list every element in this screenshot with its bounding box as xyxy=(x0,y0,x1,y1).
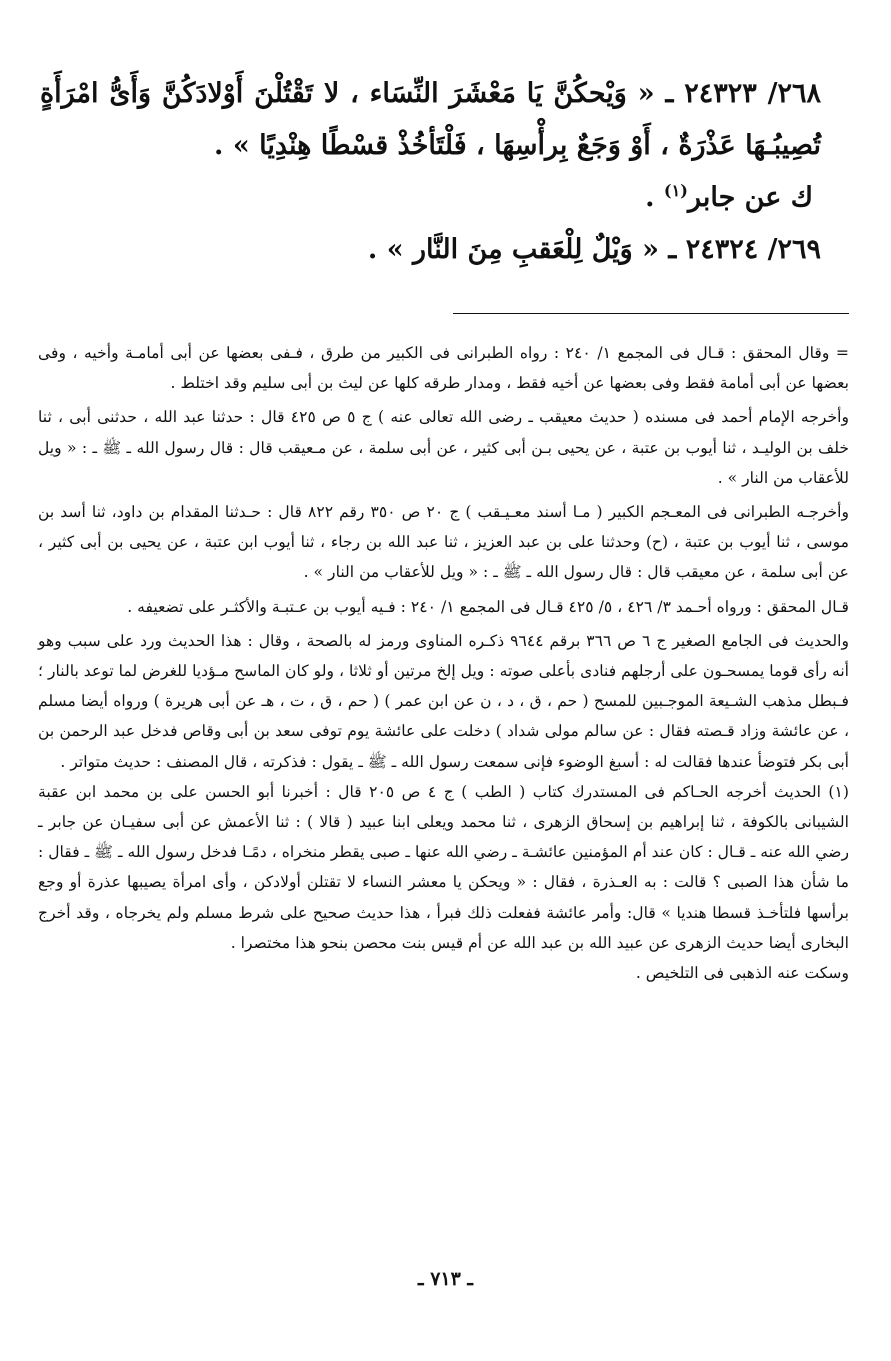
hadith-269-text: « وَيْلٌ لِلْعَقبِ مِنَ النَّار » . xyxy=(367,234,659,265)
footnote-1 xyxy=(38,777,849,958)
footnote-paragraph: والحديث فى الجامع الصغير ج ٦ ص ٣٦٦ برقم ٩٦٤٤ ذكـره المناوى ورمز له بالصحة ، وقال : هذا الحديث ورد على سبب وهو أنه رأى قوما يمسحـون على أرجلهم فنادى بأعلى صوته : ويل إلخ مرتين أو ثلاثا ، ولو كان الماسح مـؤديا للغرض لما توعد بالنار ؛ فـبطل مذهب الشـيعة الموجـبين للمسح ( حم ، ق ، د ، ن عن ابن عمر ) ( حم ، ق ، ت ، هـ عن أبى هريرة ) ورواه أيضا مسلم ، عن عائشة وزاد قـصته فقال : عن سالم مولى شداد ) دخلت على عائشة يوم توفى سعد بن أبى وقاص فدخل عبد الرحمن بن أبى بكر فتوضأ عندها فقالت له : أسبغ الوضوء فإنى سمعت رسول الله ـ ﷺ ـ يقول : فذكرته ، قال المصنف : حديث متواتر . xyxy=(38,631,849,771)
footnote-paragraph: قـال المحقق : ورواه أحـمد ٣/ ٤٢٦ ، ٥/ ٤٢٥ قـال فى المجمع ١/ ٢٤٠ : فـيه أيوب بن عـتبـة والأكثـر على تضعيفه . xyxy=(127,597,849,616)
hadith-269-number: ٢٦٩/ ٢٤٣٢٤ ـ xyxy=(668,234,821,265)
footnotes xyxy=(38,338,849,988)
footnote-paragraph: وأخرجه الإمام أحمد فى مسنده ( حديث معيقب ـ رضى الله تعالى عنه ) ج ٥ ص ٤٢٥ قال : حدثنا عبد الله ، حدثنى أبى ، ثنا خلف بن الوليـد ، ثنا أيوب بن عتبة ، عن يحيى بـن أبى كثير ، عن أبى سلمة ، عن مـعيقب قال : قال رسول الله ـ ﷺ ـ : « ويل للأعقاب من النار » . xyxy=(38,408,849,487)
hadith-268-text: « وَيْحكُنَّ يَا مَعْشَرَ النِّسَاء ، لا تَقْتُلْنَ أَوْلادَكُنَّ وَأَىُّ امْرَأَةٍ تُصِيبُـهَا عَذْرَةٌ ، أَوْ وَجَعٌ بِرأْسِهَا ، فَلْتَأخُذْ قسْطًا هِنْدِيًا » . xyxy=(40,78,821,161)
footnote-paragraph: وأخرجـه الطبرانى فى المعـجم الكبير ( مـا أسند معـيـقب ) ج ٢٠ ص ٣٥٠ رقم ٨٢٢ قال : حـدثنا المقدام بن داود، ثنا أسد بن موسى ، ثنا أيوب بن عتبة ، (ح) وحدثنا على بن عبد العزيز ، ثنا عبد الله بن رجاء ، ثنا أيوب ابن عتبة ، عن يحيى بن أبى كثير ، عن أبى سلمة ، عن معيقب قال : قال رسول الله ـ ﷺ ـ : « ويل للأعقاب من النار » . xyxy=(38,503,849,582)
footnote-divider xyxy=(453,313,849,314)
hadith-269 xyxy=(40,224,821,276)
hadith-268 xyxy=(40,68,821,172)
footnote-ref: (١) xyxy=(663,181,688,200)
source-line xyxy=(40,172,821,224)
footnote-1-text: الحديث أخرجه الحـاكم فى المستدرك كتاب ( الطب ) ج ٤ ص ٢٠٥ قال : أخبرنا أبو الحسن على بن محمد ابن عقبة الشيبانى بالكوفة ، ثنا إبراهيم بن إسحاق الزهرى ، ثنا محمد ويعلى ابنا عبيد ( قالا ) : ثنا الأعمش عن أبى سفيـان عن جابر ـ رضي الله عنه ـ قـال : كان عند أم المؤمنين عائشـة ـ رضي الله عنها ـ صبى يقطر منخراه ، دمًـا فدخل رسول الله ـ ﷺ ـ فقال : ما شأن هذا الصبى ؟ قالت : به العـذرة ، فقال : « ويحكن يا معشر النساء لا تقتلن أولادكن ، وأى امرأة يصيبها عذرة أو وجع برأسها فلتأخـذ قسطا هنديا » قال: وأمر عائشة ففعلت ذلك فبرأ ، هذا حديث صحيح على شرط مسلم ولم يخرجاه ، وقد أخرج البخارى أيضا حديث الزهرى عن عبيد الله بن عبد الله عن أم قيس بنت محصن بنحو هذا مختصرا . xyxy=(38,782,849,952)
main-text xyxy=(40,68,821,276)
footnote-1-closing: وسكت عنه الذهبى فى التلخيص . xyxy=(635,964,849,983)
page-number: ـ ٧١٣ ـ xyxy=(418,1268,473,1290)
source-text: ك عن جابر xyxy=(687,182,813,213)
hadith-268-number: ٢٦٨/ ٢٤٣٢٣ ـ xyxy=(665,78,821,109)
footnote-1-marker: (١) xyxy=(828,782,849,801)
source-end: . xyxy=(645,182,655,213)
footnote-paragraph: = وقال المحقق : قـال فى المجمع ١/ ٢٤٠ : رواه الطبرانى فى الكبير من طرق ، فـفى بعضها عن أبى أمامـة وأخيه ، وفى بعضها عن أبى أمامة فقط وفى بعضها عن أخيه فقط ، ومدار طرقه كلها عن ليث بن أبى سليم وقد اختلط . xyxy=(38,344,849,393)
